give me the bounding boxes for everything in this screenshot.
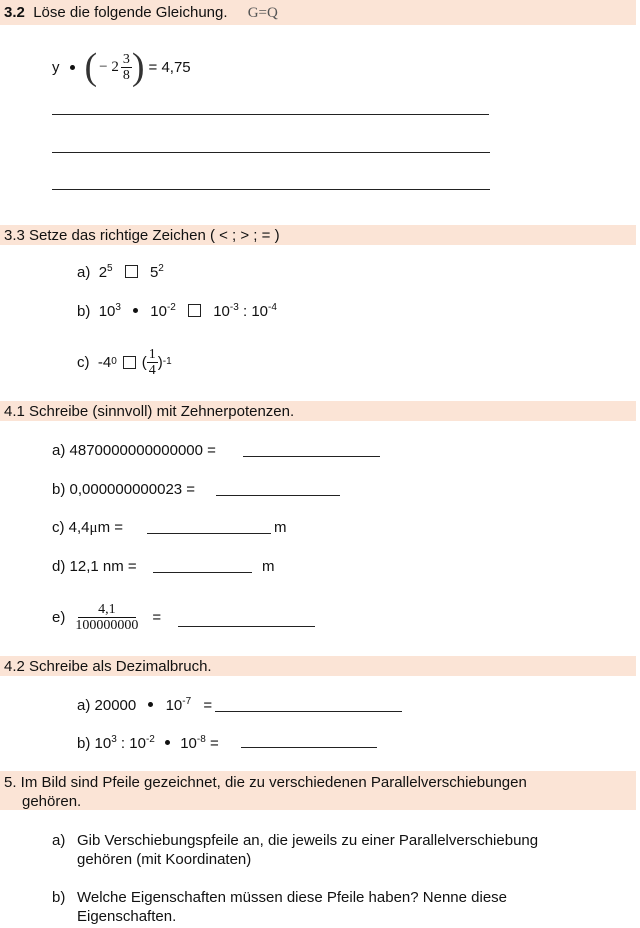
answer-line-3[interactable]: [52, 189, 490, 190]
answer-line-2[interactable]: [52, 152, 490, 153]
item-4-1-a: a) 4870000000000000 =: [52, 442, 216, 459]
answer-line[interactable]: [147, 533, 271, 534]
answer-line[interactable]: [243, 456, 380, 457]
answer-line[interactable]: [153, 572, 252, 573]
right-paren: ): [131, 46, 145, 88]
answer-box[interactable]: [188, 304, 201, 317]
item-3-3-c: c) -4 0 ( $\frac{1}{4}$ ) -1: [77, 346, 172, 378]
answer-line-1[interactable]: [52, 114, 489, 115]
multiply-dot-icon: [133, 308, 138, 313]
variable-y: y: [52, 58, 60, 76]
multiply-dot-icon: [165, 740, 170, 745]
item-5-a-label: a): [52, 832, 66, 849]
answer-box[interactable]: [123, 356, 136, 369]
mixed-number-whole: − 2: [99, 58, 119, 75]
multiply-dot-icon: [148, 702, 153, 707]
item-5-a-line2: gehören (mit Koordinaten): [77, 851, 252, 868]
section-3-2-title: [4, 4, 278, 22]
fraction: $\frac{1}{4}$: [148, 346, 156, 378]
section-4-2-title: 4.2 Schreibe als Dezimalbruch.: [4, 658, 212, 675]
answer-line[interactable]: [216, 495, 340, 496]
equation-rhs: = 4,75: [148, 58, 191, 76]
item-5-a-line1: Gib Verschiebungspfeile an, die jeweils zu einer Parallelverschiebung: [77, 832, 539, 849]
section-number: 3.2: [4, 4, 25, 21]
answer-line[interactable]: [241, 747, 377, 748]
fraction: $\frac{4,1}{100000000}$: [75, 601, 139, 633]
left-paren: (: [84, 46, 98, 88]
answer-line[interactable]: [178, 626, 315, 627]
item-4-1-b: b) 0,000000000023 =: [52, 481, 196, 498]
item-3-3-a: a) $2^5$ $5^2$: [77, 263, 164, 281]
mixed-number-fraction: $\frac{3}{8}$: [122, 51, 130, 83]
item-5-b-label: b): [52, 889, 66, 906]
number-set-label: G=Q: [247, 5, 278, 21]
section-5-title-line1: 5. Im Bild sind Pfeile gezeichnet, die zu verschiedenen Parallelverschiebungen: [4, 774, 527, 791]
item-4-1-d: d) 12,1 nm =: [52, 558, 137, 575]
equation: [52, 46, 191, 88]
item-4-2-a: a) 20000 $10^{-7}$ =: [77, 696, 213, 714]
item-4-1-c: c) 4,4μm =: [52, 519, 123, 536]
item-5-b-line1: Welche Eigenschaften müssen diese Pfeile haben? Nenne diese: [77, 889, 508, 906]
answer-line[interactable]: [215, 711, 402, 712]
section-title: Löse die folgende Gleichung.: [33, 4, 228, 21]
multiply-dot-icon: [70, 65, 75, 70]
item-3-3-b: b) $10^3$ $10^{-2}$ $10^{-3}$ : $10^{-4}$: [77, 302, 277, 320]
item-4-1-e: e) $\frac{4,1}{100000000}$ =: [52, 601, 162, 633]
unit-label: m: [262, 558, 275, 575]
section-4-1-title: 4.1 Schreibe (sinnvoll) mit Zehnerpotenzen.: [4, 403, 295, 420]
unit-label: m: [274, 519, 287, 536]
item-4-2-b: b) $10^3$ : $10^{-2}$ $10^{-8}$ =: [77, 734, 219, 752]
section-5-title-line2: gehören.: [22, 793, 82, 810]
section-3-3-title: 3.3 Setze das richtige Zeichen ( < ; > ; = ): [4, 227, 280, 244]
item-5-b-line2: Eigenschaften.: [77, 908, 177, 925]
answer-box[interactable]: [125, 265, 138, 278]
